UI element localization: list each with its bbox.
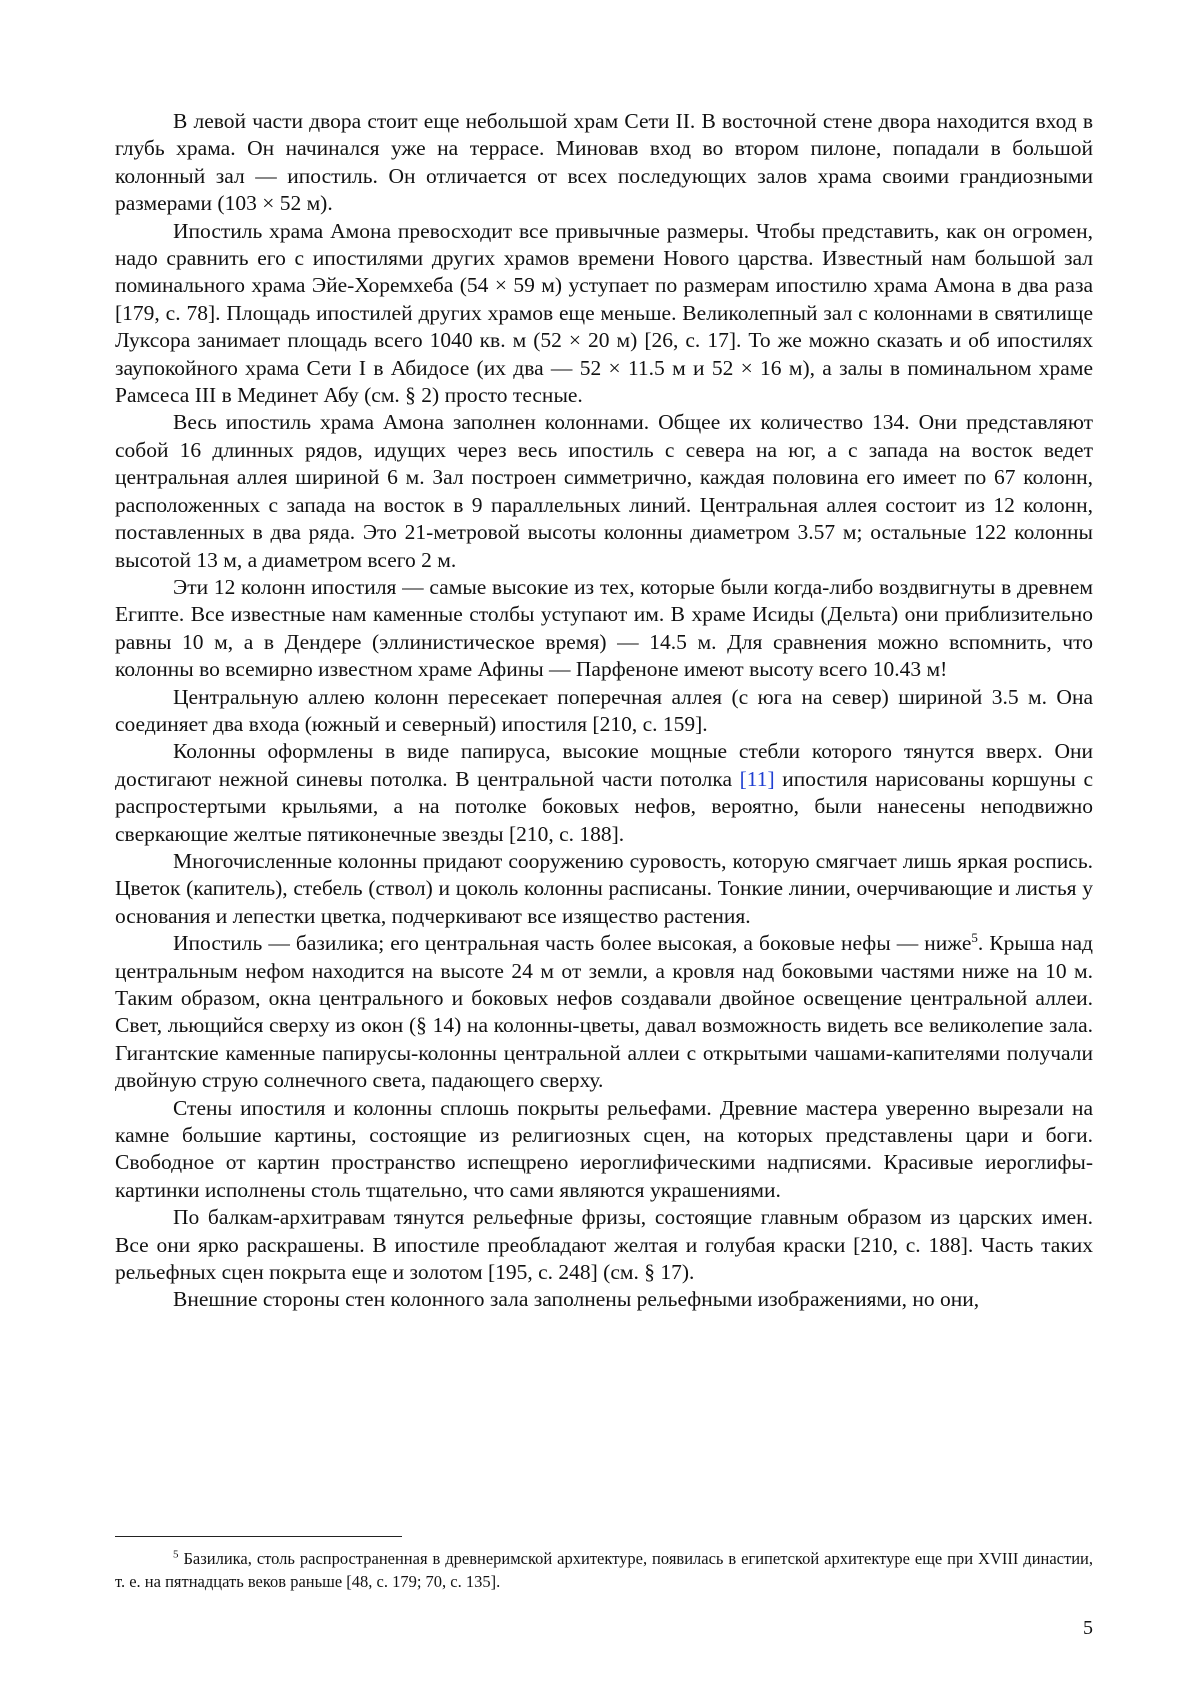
page-number: 5 xyxy=(1083,1617,1093,1639)
footnote-marker: 5 xyxy=(971,930,978,946)
footnote xyxy=(115,1547,1093,1593)
paragraph: По балкам-архитравам тянутся рельефные фризы, состоящие главным образом из царских имен. Все они ярко раскрашены. В ипостиле преобладают желтая и голубая краски [210, с. 188]. Часть таких рельефных сцен покрыта еще и золотом [195, с. 248] (см. § 17). xyxy=(115,1205,1093,1285)
footnote-separator xyxy=(115,1536,402,1537)
paragraph-text: . Крыша над центральным нефом находится на высоте 24 м от земли, а кровля над боковыми частями ниже на 10 м. Таким образом, окна центрального и боковых нефов создавали двойное освещение центральной аллеи. Свет, льющийся сверху из окон (§ 14) на колонны-цветы, давал возможность видеть все великолепие зала. Гигантские каменные папирусы-колонны центральной аллеи с открытыми чашами-капителями получали двойную струю солнечного света, падающего сверху. xyxy=(115,931,1093,1093)
paragraph-text: Ипостиль — базилика; его центральная часть более высокая, а боковые нефы — ниже xyxy=(173,931,972,956)
paragraph: Внешние стороны стен колонного зала заполнены рельефными изображениями, но они, xyxy=(173,1287,980,1312)
paragraph: Многочисленные колонны придают сооружению суровость, которую смягчает лишь яркая роспись. Цветок (капитель), стебель (ствол) и цоколь колонны расписаны. Тонкие линии, очерчивающие и листья у основания и лепестки цветка, подчеркивают все изящество растения. xyxy=(115,848,1093,928)
paragraph: Весь ипостиль храма Амона заполнен колоннами. Общее их количество 134. Они представляют собой 16 длинных рядов, идущих через весь ипостиль с севера на юг, а с запада на восток ведет центральная аллея шириной 6 м. Зал построен симметрично, каждая половина его имеет по 67 колонн, расположенных с запада на восток в 9 параллельных линий. Центральная аллея состоит из 12 колонн, поставленных в два ряда. Это 21-метровой высоты колонны диаметром 3.57 м; остальные 122 колонны высотой 13 м, а диаметром всего 2 м. xyxy=(115,410,1093,572)
paragraph xyxy=(115,738,1093,848)
footnote-text: Базилика, столь распространенная в древнеримской архитектуре, появилась в египетской архитектуре еще при XVIII династии, т. е. на пятнадцать веков раньше [48, с. 179; 70, с. 135]. xyxy=(115,1549,1093,1591)
paragraph: Эти 12 колонн ипостиля — самые высокие из тех, которые были когда-либо воздвигнуты в древнем Египте. Все известные нам каменные столбы уступают им. В храме Исиды (Дельта) они приблизительно равны 10 м, а в Дендере (эллинистическое время) — 14.5 м. Для сравнения можно вспомнить, что колонны во всемирно известном храме Афины — Парфеноне имеют высоту всего 10.43 м! xyxy=(115,574,1093,682)
paragraph: В левой части двора стоит еще небольшой храм Сети II. В восточной стене двора находится вход в глубь храма. Он начинался уже на террасе. Миновав вход во втором пилоне, попадали в большой колонный зал — ипостиль. Он отличается от всех последующих залов храма своими грандиозными размерами (103 × 52 м). xyxy=(115,109,1093,216)
reference-link[interactable]: [11] xyxy=(739,766,775,791)
paragraph-text: ипостиля нарисованы коршуны с распростертыми крыльями, а на потолке боковых нефов, вероятно, были нанесены неподвижно сверкающие желтые пятиконечные звезды [210, с. 188]. xyxy=(115,766,1093,846)
paragraph: Стены ипостиля и колонны сплошь покрыты рельефами. Древние мастера уверенно вырезали на камне большие картины, состоящие из религиозных сцен, на которых представлены цари и боги. Свободное от картин пространство испещрено иероглифическими надписями. Красивые иероглифы-картинки исполнены столь тщательно, что сами являются украшениями. xyxy=(115,1095,1093,1202)
paragraph-text: Колонны оформлены в виде папируса, высокие мощные стебли которого тянутся вверх. Они достигают нежной синевы потолка. В центральной части потолка xyxy=(115,739,1093,791)
body-text xyxy=(115,108,1093,1314)
footnote-number: 5 xyxy=(173,1548,179,1561)
paragraph: Центральную аллею колонн пересекает поперечная аллея (с юга на север) шириной 3.5 м. Она соединяет два входа (южный и северный) ипостиля [210, с. 159]. xyxy=(115,684,1093,736)
paragraph xyxy=(115,930,1093,1094)
paragraph: Ипостиль храма Амона превосходит все привычные размеры. Чтобы представить, как он огромен, надо сравнить его с ипостилями других храмов времени Нового царства. Известный нам большой зал поминального храма Эйе-Хоремхеба (54 × 59 м) уступает по размерам ипостилю храма Амона в два раза [179, с. 78]. Площадь ипостилей других храмов еще меньше. Великолепный зал с колоннами в святилище Луксора занимает площадь всего 1040 кв. м (52 × 20 м) [26, с. 17]. То же можно сказать и об ипостилях заупокойного храма Сети I в Абидосе (их два — 52 × 11.5 м и 52 × 16 м), а залы в поминальном храме Рамсеса III в Мединет Абу (см. § 2) просто тесные. xyxy=(115,218,1093,408)
